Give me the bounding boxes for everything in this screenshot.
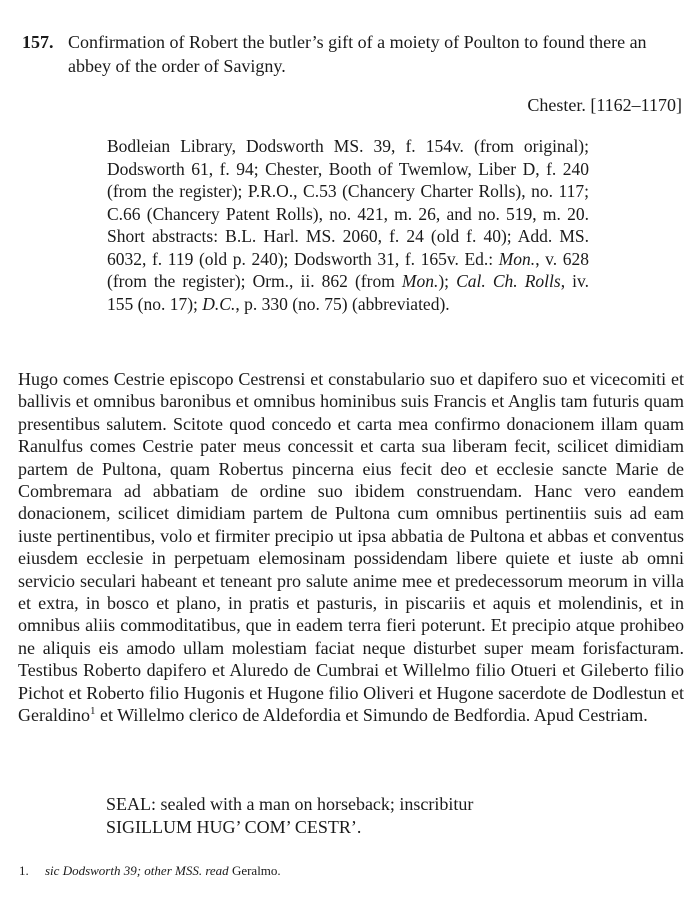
sources-text: );: [438, 271, 457, 291]
sources-paragraph: [107, 135, 589, 315]
seal-inscription: SIGILLUM HUG’ COM’ CESTR’.: [106, 816, 362, 837]
sources-text: Bodleian Library, Dodsworth MS. 39, f. 154v. (from original); Dodsworth 61, f. 94; Chester, Booth of Twemlow, Liber D, f. 240 (from the register); P.R.O., C.53 (Chancery Charter Rolls), no. 117; C.66 (Chancery Patent Rolls), no. 421, m. 26, and no. 519, m. 20. Short abstracts: B.L. Harl. MS. 2060, f. 24 (old f. 40); Add. MS. 6032, f. 119 (old p. 240); Dodsworth 31, f. 165v. Ed.:: [107, 136, 589, 269]
entry-number: 157.: [22, 32, 54, 52]
footnote-text: Geralmo.: [228, 863, 281, 878]
place: Chester.: [527, 95, 586, 115]
seal-description: [106, 793, 592, 838]
charter-body-end: et Willelmo clerico de Aldefordia et Simundo de Bedfordia. Apud Cestriam.: [95, 705, 648, 726]
charter-text: [18, 368, 684, 727]
footnote-reference: 1: [89, 705, 96, 718]
place-and-date: [527, 93, 682, 117]
entry-title: Confirmation of Robert the butler’s gift of a moiety of Poulton to found there an abbey of the order of Savigny.: [68, 32, 647, 76]
footnote: [19, 862, 619, 880]
charter-body: Hugo comes Cestrie episcopo Cestrensi et constabulario suo et dapifero suo et vicecomiti et ballivis et omnibus baronibus et omnibus hominibus suis Francis et Anglis tam futuris quam presentibus salutem. Scitote quod concedo et carta mea confirmo donacionem illam quam Ranulfus comes Cestrie pater meus concessit et carta sua liberam fecit, scilicet dimidiam partem de Pultona, quam Robertus pincerna eius fecit deo et ecclesie sancte Marie de Combremara ad abbatiam de ordine suo ibidem construendam. Hanc vero eandem donacionem, scilicet dimidiam partem de Pultona cum omnibus pertinentiis suis ad eam iuste pertinentibus, volo et firmiter precipio ut ipsa abbatia de Pultona et abbas et conventus eiusdem ecclesie in perpetuam elemosinam possidendam libere quiete et iuste ab omni servicio seculari habeant et teneant pro salute anime mee et predecessorum meorum in villa et extra, in bosco et plano, in pratis et pasturis, in piscariis et aquis et molendinis, et in omnibus aliis commoditatibus, que in eadem terra fieri poterunt. Et precipio atque prohibeo ne aliquis eis amodo ullam molestiam faciat neque disturbet super meam forisfacturam. Testibus Roberto dapifero et Aluredo de Cumbrai et Willelmo filio Otueri et Gileberto filio Pichot et Roberto filio Hugonis et Hugone filio Oliveri et Hugone sacerdote de Dodlestun et Geraldino: [18, 369, 684, 726]
sources-text: , p. 330 (no. 75) (abbreviated).: [235, 293, 450, 314]
date: [1162–1170]: [590, 95, 682, 115]
seal-text: SEAL: sealed with a man on horseback; inscribitur: [106, 794, 474, 814]
sources-italic-dc: D.C.: [202, 293, 236, 314]
sources-italic-mon: Mon.: [401, 271, 439, 291]
sources-text: , v. 628 (from the register); Orm., ii. 862 (from: [107, 248, 589, 291]
sources-italic-cal-ch-rolls: Cal. Ch. Rolls: [456, 271, 561, 291]
entry-heading: [22, 30, 686, 78]
sources-text: , iv. 155 (no. 17);: [107, 271, 589, 314]
footnote-number: 1.: [19, 863, 29, 878]
sources-italic-mon: Mon.: [498, 248, 536, 269]
footnote-italic-text: sic Dodsworth 39; other MSS. read: [45, 863, 229, 878]
